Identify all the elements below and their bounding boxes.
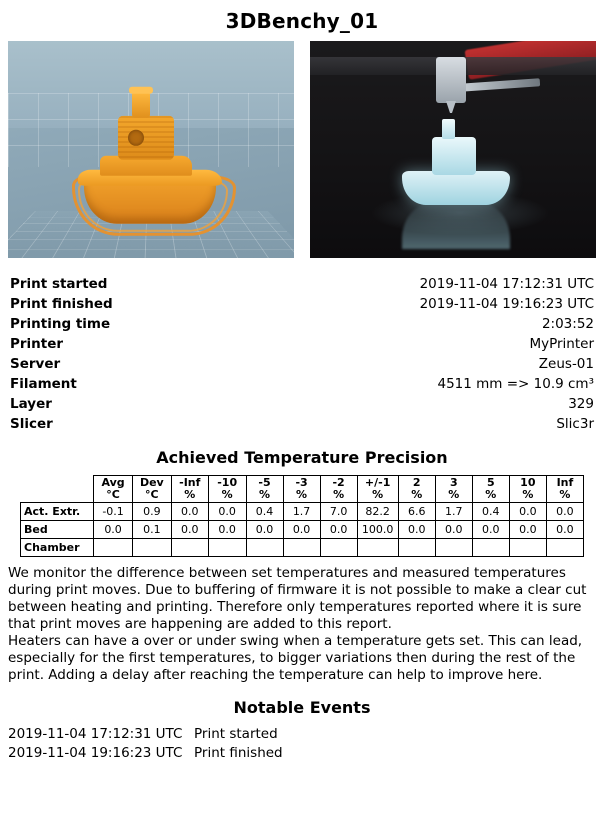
- temperature-section-title: Achieved Temperature Precision: [156, 448, 448, 467]
- info-label: Printer: [10, 336, 64, 352]
- column-unit: %: [485, 488, 497, 501]
- info-row-filament: [8, 374, 596, 394]
- row-label-act-extr: Act. Extr.: [21, 503, 94, 521]
- info-value: Zeus-01: [538, 356, 594, 372]
- cell: 0.0: [171, 521, 208, 539]
- info-label: Layer: [10, 396, 52, 412]
- column-unit: %: [559, 488, 571, 501]
- info-value: 329: [568, 396, 594, 412]
- cell: 0.9: [132, 503, 171, 521]
- list-item: [8, 725, 596, 744]
- benchy-model: [66, 71, 236, 241]
- column-unit: %: [221, 488, 233, 501]
- printed-chimney: [442, 119, 455, 139]
- row-label-bed: Bed: [21, 521, 94, 539]
- column-header-2: [398, 476, 435, 503]
- info-row-print-finished: [8, 294, 596, 314]
- cell: 0.0: [320, 521, 357, 539]
- column-label: -3: [295, 476, 308, 489]
- cell: 0.0: [398, 521, 435, 539]
- info-row-printing-time: [8, 314, 596, 334]
- cell: 0.0: [509, 503, 546, 521]
- table-row: [21, 503, 584, 521]
- info-value: 2:03:52: [541, 316, 594, 332]
- cell: 0.0: [472, 521, 509, 539]
- paragraph-heaters: Heaters can have a over or under swing when a temperature gets set. This can lead, especially for the first temperatures, to bigger variations then during the rest of the print. Adding a delay after reaching the temperature can help to improve here.: [8, 633, 583, 683]
- printer-arm: [460, 78, 540, 92]
- cell: 0.0: [94, 521, 133, 539]
- column-label: 3: [449, 476, 458, 489]
- render-canvas: [8, 41, 294, 258]
- cell: 82.2: [357, 503, 398, 521]
- model-cabin-window: [128, 129, 144, 145]
- model-render-image: [8, 41, 294, 258]
- info-row-layer: [8, 394, 596, 414]
- cell: [546, 539, 583, 557]
- paragraph-monitoring: We monitor the difference between set temperatures and measured temperatures during print moves. Due to buffering of firmware it is not possible to make a clear cut between heating and printing. Therefore only temperatures reported where it is sure that print moves are happening are added to this report.: [8, 565, 587, 632]
- column-header-neg-inf: [171, 476, 208, 503]
- cell: [398, 539, 435, 557]
- info-row-slicer: [8, 414, 596, 434]
- event-timestamp: 2019-11-04 17:12:31 UTC: [8, 726, 183, 742]
- cell: [283, 539, 320, 557]
- cell: [246, 539, 283, 557]
- cell: 0.0: [208, 521, 246, 539]
- cell: 1.7: [435, 503, 472, 521]
- printed-benchy: [402, 113, 510, 205]
- cell: 0.0: [171, 503, 208, 521]
- event-description: Print finished: [194, 745, 283, 761]
- print-info-list: [8, 274, 596, 434]
- column-label: 10: [520, 476, 536, 489]
- model-cabin: [118, 115, 174, 159]
- info-row-server: [8, 354, 596, 374]
- info-value: Slic3r: [556, 416, 594, 432]
- column-label: 5: [486, 476, 495, 489]
- column-label: Dev: [139, 476, 164, 489]
- cell: [208, 539, 246, 557]
- info-label: Slicer: [10, 416, 53, 432]
- column-unit: %: [522, 488, 534, 501]
- cell: 0.0: [435, 521, 472, 539]
- column-unit: %: [184, 488, 196, 501]
- column-label: 2: [412, 476, 421, 489]
- printer-nozzle: [446, 101, 456, 113]
- column-unit: °C: [145, 488, 159, 501]
- column-label: -10: [217, 476, 238, 489]
- cell: 0.4: [472, 503, 509, 521]
- model-hull: [84, 179, 216, 223]
- cell: 7.0: [320, 503, 357, 521]
- cell: [171, 539, 208, 557]
- column-label: -Inf: [179, 476, 201, 489]
- cell: [94, 539, 133, 557]
- info-label: Print started: [10, 276, 108, 292]
- cell: [472, 539, 509, 557]
- column-unit: %: [296, 488, 308, 501]
- column-header-dev: [132, 476, 171, 503]
- column-unit: %: [333, 488, 345, 501]
- column-header-5: [472, 476, 509, 503]
- column-header-plus-minus-1: [357, 476, 398, 503]
- info-label: Printing time: [10, 316, 111, 332]
- column-header-3: [435, 476, 472, 503]
- webcam-frame: [310, 41, 596, 258]
- table-corner-cell: [21, 476, 94, 503]
- printed-cabin: [432, 137, 476, 175]
- column-unit: °C: [106, 488, 120, 501]
- info-label: Filament: [10, 376, 77, 392]
- printed-hull: [402, 171, 510, 205]
- column-unit: %: [448, 488, 460, 501]
- cell: 1.7: [283, 503, 320, 521]
- column-label: -2: [332, 476, 345, 489]
- cell: 0.0: [546, 503, 583, 521]
- model-chimney: [132, 91, 150, 117]
- cell: 0.0: [246, 521, 283, 539]
- info-row-print-started: [8, 274, 596, 294]
- column-header-neg-2: [320, 476, 357, 503]
- printer-hotend: [436, 57, 466, 103]
- cell: 0.0: [509, 521, 546, 539]
- model-chimney-cap: [129, 86, 153, 93]
- cell: 0.4: [246, 503, 283, 521]
- column-label: Inf: [556, 476, 574, 489]
- column-label: Avg: [101, 476, 125, 489]
- column-label: +/-1: [364, 476, 391, 489]
- cell: [357, 539, 398, 557]
- bed-reflection: [402, 203, 510, 249]
- table-header-row: [21, 476, 584, 503]
- notable-events-list: [8, 725, 596, 763]
- cell: 0.0: [546, 521, 583, 539]
- column-unit: %: [411, 488, 423, 501]
- page-title: 3DBenchy_01: [225, 9, 379, 33]
- event-description: Print started: [194, 726, 278, 742]
- column-header-neg-3: [283, 476, 320, 503]
- cell: 100.0: [357, 521, 398, 539]
- cell: [509, 539, 546, 557]
- column-header-neg-5: [246, 476, 283, 503]
- column-header-inf: [546, 476, 583, 503]
- cell: [320, 539, 357, 557]
- row-label-chamber: Chamber: [21, 539, 94, 557]
- column-label: -5: [258, 476, 271, 489]
- column-header-10: [509, 476, 546, 503]
- column-unit: %: [259, 488, 271, 501]
- info-label: Server: [10, 356, 61, 372]
- event-timestamp: 2019-11-04 19:16:23 UTC: [8, 745, 183, 761]
- info-value: 2019-11-04 17:12:31 UTC: [419, 276, 594, 292]
- events-section-title: Notable Events: [233, 698, 371, 717]
- info-value: MyPrinter: [529, 336, 594, 352]
- cell: [435, 539, 472, 557]
- image-gallery: [8, 41, 596, 258]
- cell: 0.1: [132, 521, 171, 539]
- info-value: 4511 mm => 10.9 cm³: [437, 376, 594, 392]
- list-item: [8, 744, 596, 763]
- report-page: [0, 9, 604, 819]
- cell: 6.6: [398, 503, 435, 521]
- column-header-neg-10: [208, 476, 246, 503]
- cell: 0.0: [283, 521, 320, 539]
- column-unit: %: [372, 488, 384, 501]
- cell: -0.1: [94, 503, 133, 521]
- info-label: Print finished: [10, 296, 113, 312]
- temperature-precision-table: [20, 475, 584, 557]
- webcam-photo-image: [310, 41, 596, 258]
- column-header-avg: [94, 476, 133, 503]
- cell: [132, 539, 171, 557]
- table-row: [21, 521, 584, 539]
- info-row-printer: [8, 334, 596, 354]
- temperature-explanation: [8, 565, 596, 684]
- table-row: [21, 539, 584, 557]
- info-value: 2019-11-04 19:16:23 UTC: [419, 296, 594, 312]
- cell: 0.0: [208, 503, 246, 521]
